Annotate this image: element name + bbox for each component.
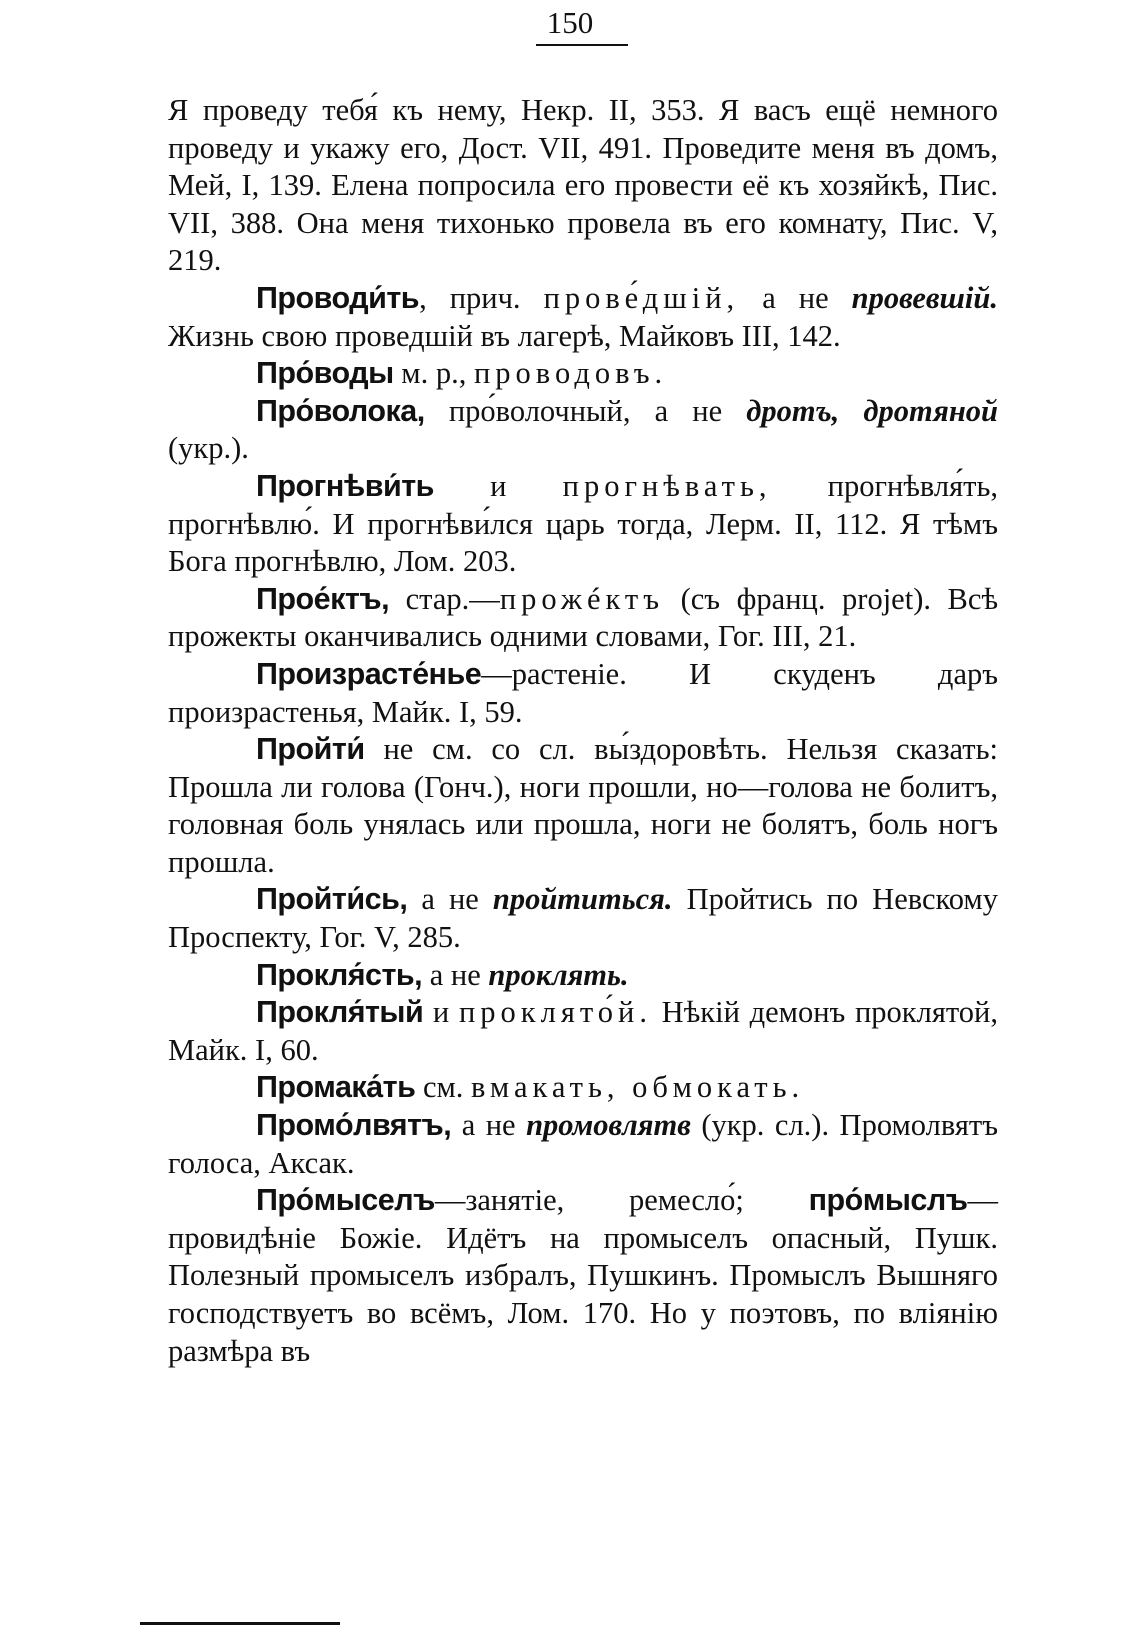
headword: Пройти́сь,	[256, 882, 408, 917]
entry-proklyatyi	[168, 994, 998, 1069]
headword: Промака́ть	[256, 1070, 416, 1105]
entry-text: а не	[407, 882, 493, 917]
italic-form: пройтиться.	[492, 882, 673, 917]
entry-text: Жизнь свою проведшій въ лагерѣ, Майковъ III, 142.	[168, 318, 841, 353]
headword: Прокля́тый	[256, 995, 424, 1030]
headword: про́мыслъ	[808, 1183, 968, 1218]
entry-text: (укр. сл.). Промолвятъ голоса, Аксак.	[168, 1108, 998, 1180]
italic-form: проклять.	[488, 957, 629, 992]
footer-rule	[140, 1622, 340, 1625]
entry-proklyast	[168, 957, 998, 995]
entry-text: Нѣкій демонъ проклятой, Майк. I, 60.	[168, 995, 998, 1067]
spaced-form: прове́дшій,	[543, 280, 740, 315]
entry-provoloka	[168, 393, 998, 468]
spaced-form: проводовъ.	[473, 356, 668, 391]
entry-text: —занятіе, ремесло́;	[434, 1183, 809, 1218]
headword: Про́волока,	[256, 393, 425, 428]
entry-continuation	[168, 92, 998, 280]
entry-text: а не	[739, 280, 852, 315]
headword: Пройти́	[256, 732, 365, 767]
entry-text: —провидѣніе Божіе. Идётъ на промыселъ опасный, Пушк. Полезный промыселъ избралъ, Пушкинъ. Промыслъ Вышняго господствуетъ во всёмъ, Лом. 170. Но у поэтовъ, по вліянію размѣра въ	[168, 1183, 998, 1368]
entry-provody	[168, 355, 998, 393]
entry-text: а не	[422, 957, 489, 992]
page-number: 150	[546, 5, 594, 40]
headword: Произрасте́нье	[256, 656, 482, 691]
entry-text: а не	[451, 1108, 527, 1143]
entry-text: Пройтись по Невскому Проспекту, Гог. V, 285.	[168, 882, 998, 955]
spaced-form: прожéктъ	[499, 581, 665, 616]
entry-promolvyat	[168, 1107, 998, 1182]
headword: Прогнѣви́ть	[256, 468, 434, 503]
entry-proiti	[168, 731, 998, 881]
entry-text: и	[423, 995, 459, 1030]
entry-text: Я проведу тебя́ къ нему, Некр. II, 353. Я васъ ещё немного проведу и укажу его, Дост. VII, 491. Проведите меня въ домъ, Мей, I, 139. Елена попросила его провести её къ хозяйкѣ, Пис. VII, 388. Она меня тихонько провела въ его комнату, Пис. V, 219.	[168, 93, 998, 278]
entry-text: см.	[415, 1070, 472, 1105]
dictionary-text	[168, 92, 998, 1370]
entry-text: прогнѣвля́ть, прогнѣвлю́. И прогнѣви́лся царь тогда, Лерм. II, 112. Я тѣмъ Бога прогнѣвлю, Лом. 203.	[168, 468, 999, 579]
page-number-underline	[536, 44, 628, 46]
entry-text: (укр.).	[168, 431, 249, 466]
headword: Про́мыселъ	[256, 1183, 435, 1218]
entry-promakat	[168, 1069, 998, 1107]
spaced-form: проклято́й.	[458, 995, 652, 1030]
entry-text: стар.—	[389, 581, 500, 616]
entry-proizrastenie	[168, 656, 998, 731]
headword: Промо́лвятъ,	[256, 1108, 452, 1143]
entry-text: , прич.	[419, 280, 544, 315]
italic-form: провевшій.	[851, 280, 998, 315]
italic-form: дротъ, дротяной	[746, 393, 999, 428]
entry-proekt	[168, 581, 998, 656]
entry-promysel	[168, 1182, 998, 1370]
entry-text: (съ франц. projet). Всѣ прожекты оканчивались одними словами, Гог. III, 21.	[168, 581, 999, 654]
spaced-form: прогнѣвать,	[562, 468, 772, 503]
spaced-form: вмакать, обмокать.	[471, 1070, 805, 1105]
entry-text: про́волочный, а не	[424, 393, 747, 428]
entry-text: —растеніе. И скуденъ даръ произрастенья, Майк. I, 59.	[168, 656, 998, 729]
italic-form: промовлятв	[526, 1108, 691, 1143]
entry-prognevit	[168, 468, 998, 581]
headword: Прокля́сть,	[256, 957, 423, 992]
entry-text: и	[433, 468, 563, 503]
entry-proitis	[168, 881, 998, 956]
entry-text: м. р.,	[393, 356, 474, 391]
entry-provodit	[168, 280, 998, 355]
headword: Прое́ктъ,	[256, 581, 390, 616]
headword: Проводи́ть	[256, 280, 420, 315]
entry-text: не см. со сл. вы́здоровѣть. Нельзя сказать: Прошла ли голова (Гонч.), ноги прошли, но—голова не болитъ, головная боль унялась или прошла, ноги не болятъ, боль ногъ прошла.	[168, 732, 998, 879]
headword: Про́воды	[256, 356, 394, 391]
